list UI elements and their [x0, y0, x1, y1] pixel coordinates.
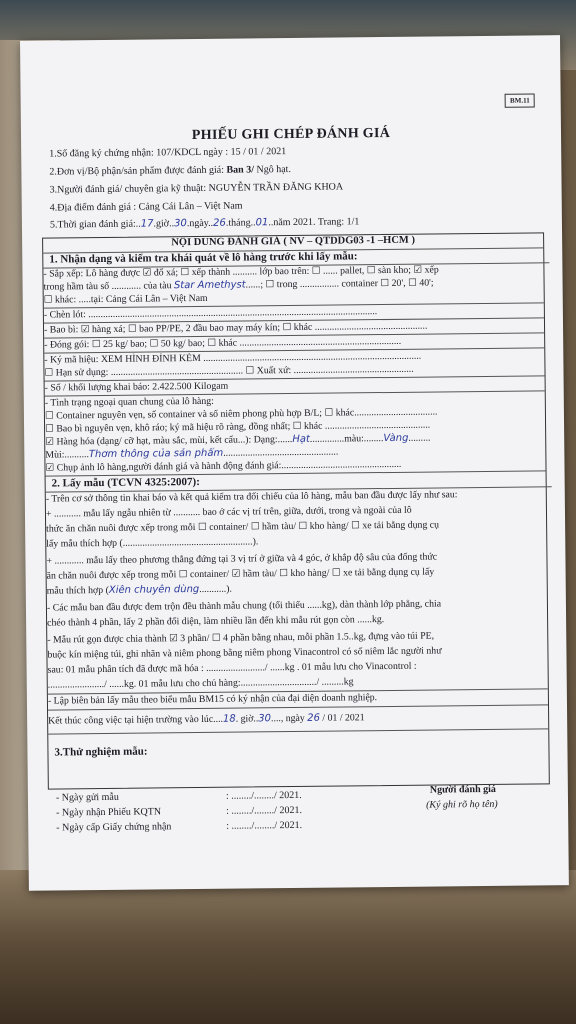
date-received-label: - Ngày nhận Phiếu KQTN [56, 806, 162, 819]
date-sent-label: - Ngày gửi mẫu [55, 791, 119, 804]
sampling-p1: - Trên cơ sở thông tin khai báo và kết quả kiểm tra đối chiếu của lô hàng, mẫu ban đầu được lấy như sau: [45, 489, 458, 505]
time-year: ..năm 2021. Trang: 1/1 [268, 216, 360, 229]
section-1-title: 1. Nhận dạng và kiểm tra khái quát về lô hàng trước khi lấy mẫu: [43, 248, 549, 268]
header-line-4: 4.Địa điểm đánh giá : Cảng Cái Lân – Việt Nam [49, 200, 243, 214]
row-bag-check: ☐ Bao bì nguyên vẹn, khô ráo; ký mã hiệu rõ ràng, đồng nhất; ☐ khác ........................................... [45, 419, 431, 435]
section-2-title: 2. Lấy mẫu (TCVN 4325:2007): [46, 472, 552, 492]
row-pack-size: - Đóng gói: ☐ 25 kg/ bao; ☐ 50 kg/ bao; ☐ khác .................................................................. [44, 334, 544, 353]
handwritten-end-hour: 18 [222, 713, 236, 725]
date-received-value: : ......../......../ 2021. [226, 804, 302, 817]
time-sep: .tháng.. [225, 217, 256, 229]
time-sep: .giờ.. [153, 218, 175, 230]
date-issued-value: : ......../......../ 2021. [226, 819, 303, 832]
handwritten-smell: Thơm thông của sản phẩm [88, 447, 224, 461]
handwritten-tool: Xiên chuyên dùng [108, 583, 200, 596]
handwritten-day: 26 [213, 217, 226, 229]
sampling-p14: - Lập biên bản lấy mẫu theo biểu mẫu BM15 có ký nhận của đại diện doanh nghiệp. [48, 690, 548, 710]
row-condition-label: - Tình trạng ngoại quan chung của lô hàng: [44, 395, 214, 409]
date-issued-label: - Ngày cấp Giấy chứng nhận [56, 821, 172, 834]
header-line-3: 3.Người đánh giá/ chuyên gia kỹ thuật: NGUYỄN TRẦN ĐĂNG KHOA [49, 181, 344, 196]
row-marking: - Ký mã hiệu: XEM HÌNH ĐÍNH KÈM ......................................................................................... [44, 350, 422, 366]
end-date-label: ...., ngày [270, 712, 308, 725]
sign-note: (Ký ghi rõ họ tên) [425, 798, 498, 811]
sampling-p12: sau: 01 mẫu phân tích đã được mã hóa : ......................../ ......kg . 01 mẫu lưu cho Vinacontrol : [47, 660, 417, 676]
end-date-rest: / 01 / 2021 [319, 712, 365, 724]
end-time-sep: . giờ.. [235, 713, 259, 725]
row-expiry-origin: ☐ Hạn sử dụng: ...................................................... ☐ Xuất xứ: ................................................. [44, 362, 544, 381]
end-time-label: Kết thúc công việc tại hiện trường vào lúc.... [48, 713, 224, 727]
sampling-end-time [48, 708, 548, 734]
handwritten-end-day: 26 [307, 712, 321, 724]
smell-label: Mùi:.......... [45, 449, 89, 461]
section-3-title: 3.Thử nghiệm mẫu: [54, 745, 148, 759]
sampling-p5: + ............ mẫu lấy theo phương thẳng đứng tại 3 vị trí ở giữa và 4 góc, ở khắp độ sâu của đống thức [46, 551, 438, 567]
time-sep: .ngày.. [186, 217, 214, 230]
row-container-check: ☐ Container nguyên vẹn, số container và số niêm phong phù hợp B/L; ☐ khác.................................. [44, 406, 438, 422]
table-heading: NỘI DUNG ĐÁNH GIÁ ( NV – QTDDG03 -1 –HCM ) [43, 233, 543, 253]
sampling-p6: ăn chăn nuôi được xếp trong mỗi ☐ container/ ☑ hầm tàu/ ☐ kho hàng/ ☐ xe tải bằng dụng cụ lấy [46, 566, 435, 582]
hold-label: trong hầm tàu số ............ của tàu [43, 280, 174, 293]
document-sheet [20, 35, 569, 891]
page-title: PHIẾU GHI CHÉP ĐÁNH GIÁ [191, 125, 391, 144]
handwritten-vessel: Star Amethyst [173, 279, 246, 292]
sampling-p11: buộc kín miệng túi, ghi nhãn và niêm phong bằng niêm phong Vinacontrol có số niêm lắc người như [47, 645, 442, 661]
row-arrangement: - Sắp xếp: Lô hàng được ☑ đổ xá; ☐ xếp thành .......... lớp bao trên: ☐ ...... pallet, ☐ sàn kho; ☑ xếp [43, 264, 439, 280]
header-line-5 [50, 216, 360, 230]
handwritten-month: 01 [255, 217, 269, 229]
goods-label: ☑ Hàng hóa (dạng/ cỡ hạt, màu sắc, mùi, kết cấu...): Dạng:...... [45, 433, 293, 448]
sampling-p2: + ........... mẫu lấy ngẫu nhiên từ ........... bao ở các vị trí trên, giữa, dưới, trong và ngoài của lô [45, 504, 412, 520]
sampling-p7 [47, 580, 547, 596]
row-dunnage: - Chèn lót: ...................................................................................................................... [44, 304, 544, 323]
sampling-p13: ......................./ ......kg. 01 mẫu lưu cho chủ hàng:.............................../ .........kg [48, 674, 548, 694]
time-label: 5.Thời gian đánh giá:.. [49, 218, 141, 231]
row-photo: ☑ Chụp ảnh lô hàng,người đánh giá và hành động đánh giá:................................................. [45, 457, 545, 476]
goods-color-label: ..............màu:........ [309, 433, 384, 445]
smell-rest: ............................................... [223, 446, 339, 459]
header-product: Ngô hạt. [253, 163, 291, 176]
assessor-label: Người đánh giá [429, 783, 496, 796]
handwritten-hour: 17 [140, 218, 154, 230]
tool-label: mẫu thích hợp ( [46, 584, 109, 597]
handwritten-color: Vàng [383, 432, 409, 445]
background-bottom [0, 870, 576, 1024]
sampling-p9: chéo thành 4 phần, lấy 2 phần đối diện, làm nhiều lần đến khi mẫu rút gọn còn ......kg. [47, 614, 385, 629]
header-line-2 [49, 164, 291, 178]
assessment-table [42, 232, 550, 789]
sampling-p8: - Các mẫu ban đầu được đem trộn đều thành mẫu chung (tối thiểu ......kg), dàn thành lớp phẳng, chia [46, 598, 442, 614]
row-packaging: - Bao bì: ☑ hàng xá; ☐ bao PP/PE, 2 đầu bao may máy kín; ☐ khác .............................................. [44, 319, 544, 338]
header-line-1: 1.Số đăng ký chứng nhận: 107/KDCL ngày : 15 / 01 / 2021 [49, 146, 287, 160]
form-code: BM.11 [505, 93, 535, 107]
header-unit: Ban 3/ [226, 164, 255, 176]
sampling-p10: - Mẫu rút gọn được chia thành ☑ 3 phần/ ☐ 4 phần bằng nhau, mỗi phần 1.5..kg, đựng vào túi PE, [47, 630, 435, 646]
handwritten-minute: 30 [174, 218, 187, 230]
handwritten-form: Hạt [292, 433, 310, 445]
sampling-p4: lấy mẫu thích hợp (.....................................................). [46, 536, 259, 550]
date-sent-value: : ......../......../ 2021. [225, 789, 302, 802]
hold-rest: ......; ☐ trong ................ container ☐ 20', ☐ 40'; [245, 277, 434, 291]
tool-rest: ...........). [199, 583, 232, 595]
row-other-location: ☐ khác: .....tại: Cảng Cái Lân – Việt Nam [44, 289, 544, 308]
handwritten-end-minute: 30 [258, 713, 272, 725]
header-unit-label: 2.Đơn vị/Bộ phận/sản phẩm được đánh giá: [49, 164, 227, 178]
sampling-p3: thức ăn chăn nuôi được xếp trong mỗi ☐ container/ ☐ hầm tàu/ ☐ kho hàng/ ☐ xe tải bằng dụng cụ [46, 519, 440, 535]
goods-rest: ......... [408, 432, 431, 444]
row-declared-quantity: - Số / khối lượng khai báo: 2.422.500 Kilogam [45, 377, 545, 396]
